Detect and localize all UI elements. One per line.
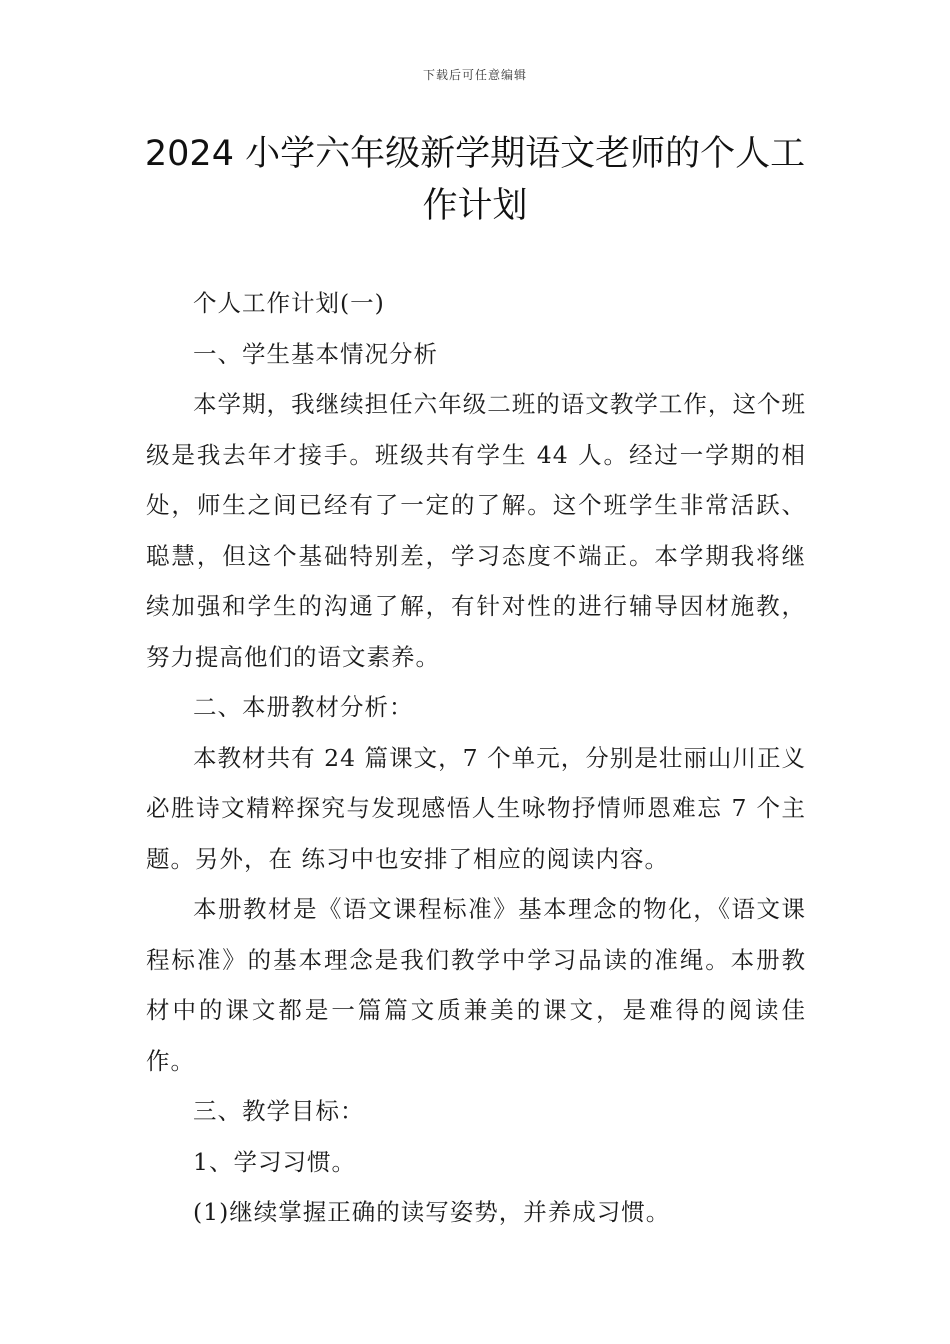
- section-heading-textbook: 二、本册教材分析：: [193, 693, 414, 721]
- paragraph-students: 本学期，我继续担任六年级二班的语文教学工作，这个班级是我去年才接手。班级共有学生 44 人。经过一学期的相处，师生之间已经有了一定的了解。这个班学生非常活跃、聪慧，但这个基础特别差，学习态度不端正。本学期我将继续加强和学生的沟通了解，有针对性的进行辅导因材施教，努力提高他们的语文素养。: [146, 390, 806, 671]
- paragraph-curriculum: 本册教材是《语文课程标准》基本理念的物化，《语文课程标准》的基本理念是我们教学中学习品读的准绳。本册教材中的课文都是一篇篇文质兼美的课文，是难得的阅读佳作。: [146, 895, 806, 1075]
- document-title: [120, 128, 830, 232]
- title-line-2: 作计划: [422, 186, 528, 226]
- section-heading-students: 一、学生基本情况分析: [193, 339, 438, 368]
- document-body: [146, 278, 806, 1238]
- section-heading-goals: 三、教学目标：: [193, 1097, 365, 1125]
- section-heading-plan: 个人工作计划(一): [193, 289, 385, 317]
- title-line-1: 2024 小学六年级新学期语文老师的个人工: [144, 134, 806, 174]
- subheading-habits: 1、学习习惯。: [193, 1147, 356, 1176]
- list-item-posture: (1)继续掌握正确的读写姿势，并养成习惯。: [193, 1198, 671, 1226]
- header-note: 下载后可任意编辑: [422, 68, 527, 82]
- paragraph-textbook: 本教材共有 24 篇课文，7 个单元，分别是壮丽山川正义必胜诗文精粹探究与发现感悟人生咏物抒情师恩难忘 7 个主题。另外，在 练习中也安排了相应的阅读内容。: [146, 743, 806, 873]
